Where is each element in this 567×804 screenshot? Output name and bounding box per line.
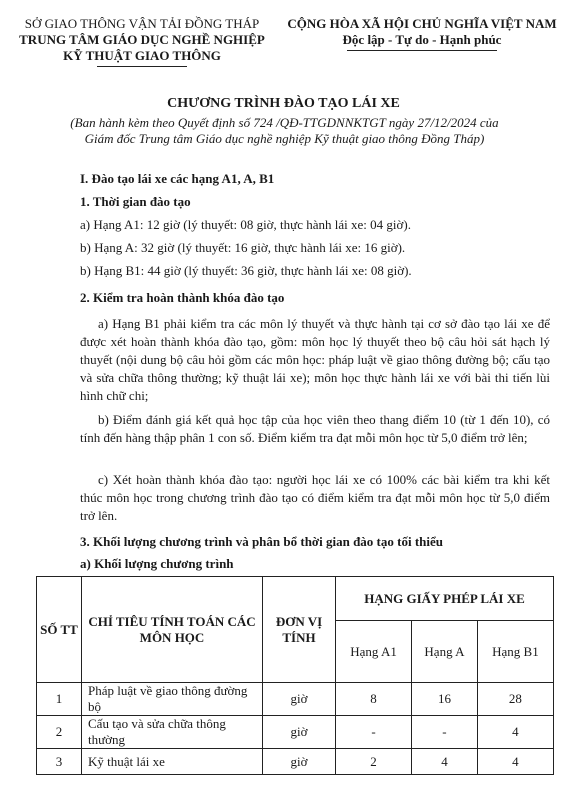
cell-a: 16	[412, 683, 478, 716]
document-title: CHƯƠNG TRÌNH ĐÀO TẠO LÁI XE	[167, 96, 400, 111]
header-right	[284, 16, 560, 51]
col-header-unit: ĐƠN VỊ TÍNH	[263, 577, 336, 683]
cell-a1: -	[336, 716, 412, 749]
table-row	[37, 683, 554, 716]
cell-b1: 28	[477, 683, 553, 716]
document-subtitle	[22, 115, 547, 147]
subheading-program-volume-a: a) Khối lượng chương trình	[80, 556, 234, 571]
country-name: CỘNG HÒA XÃ HỘI CHỦ NGHĨA VIỆT NAM	[287, 16, 557, 31]
program-volume-table	[36, 576, 554, 775]
paragraph-c: c) Xét hoàn thành khóa đào tạo: người học lái xe có 100% các bài kiểm tra khi kết thúc môn học trong chương trình đào tạo có điểm kiểm tra đạt mỗi môn học từ 5,0 điểm trở lên.	[80, 472, 550, 523]
header-left	[8, 16, 276, 67]
cell-b1: 4	[477, 716, 553, 749]
cell-subject: Pháp luật về giao thông đường bộ	[82, 683, 263, 716]
table-row	[37, 749, 554, 775]
cell-a1: 2	[336, 749, 412, 775]
paragraph-b: b) Điểm đánh giá kết quả học tập của học viên theo thang điểm 10 (từ 1 đến 10), có tính đến hàng thập phân 1 con số. Điểm kiểm tra đạt mỗi môn học từ 5,0 điểm trở lên;	[80, 412, 550, 445]
col-header-stt: SỐ TT	[37, 577, 82, 683]
cell-a: -	[412, 716, 478, 749]
col-header-b1: Hạng B1	[477, 621, 553, 683]
cell-subject: Cấu tạo và sửa chữa thông thường	[82, 716, 263, 749]
cell-b1: 4	[477, 749, 553, 775]
national-motto: Độc lập - Tự do - Hạnh phúc	[342, 32, 502, 47]
cell-subject: Kỹ thuật lái xe	[82, 749, 263, 775]
col-header-a: Hạng A	[412, 621, 478, 683]
col-header-license: HẠNG GIẤY PHÉP LÁI XE	[336, 577, 554, 621]
cell-unit: giờ	[263, 683, 336, 716]
subtitle-line-1: (Ban hành kèm theo Quyết định số 724 /QĐ-TTGDNNKTGT ngày 27/12/2024 của	[70, 115, 499, 130]
table-row	[37, 716, 554, 749]
cell-unit: giờ	[263, 749, 336, 775]
cell-stt: 3	[37, 749, 82, 775]
time-item-a1: a) Hạng A1: 12 giờ (lý thuyết: 08 giờ, thực hành lái xe: 04 giờ).	[80, 217, 411, 232]
agency-name: SỞ GIAO THÔNG VẬN TẢI ĐỒNG THÁP	[24, 16, 260, 31]
subheading-program-volume: 3. Khối lượng chương trình và phân bổ thời gian đào tạo tối thiểu	[80, 534, 443, 549]
col-header-a1: Hạng A1	[336, 621, 412, 683]
section-heading-1: I. Đào tạo lái xe các hạng A1, A, B1	[80, 171, 275, 186]
paragraph-a: a) Hạng B1 phải kiểm tra các môn lý thuyết và thực hành tại cơ sở đào tạo lái xe để được xét hoàn thành khóa đào tạo, gồm: môn học lý thuyết theo bộ câu hỏi sát hạch lý thuyết (nội dung bộ câu hỏi gồm các môn học: pháp luật về giao thông đường bộ; cấu tạo và sửa chữa thông thường; kỹ thuật lái xe); môn học thực hành lái xe với bài thi tiến lùi hình chữ chi;	[80, 316, 550, 403]
time-item-b1: b) Hạng B1: 44 giờ (lý thuyết: 36 giờ, thực hành lái xe: 08 giờ).	[80, 263, 412, 278]
header-right-underline	[347, 50, 497, 51]
time-item-a: b) Hạng A: 32 giờ (lý thuyết: 16 giờ, thực hành lái xe: 16 giờ).	[80, 240, 406, 255]
cell-a1: 8	[336, 683, 412, 716]
subtitle-line-2: Giám đốc Trung tâm Giáo dục nghề nghiệp Kỹ thuật giao thông Đồng Tháp)	[84, 131, 485, 146]
org-name-line1: TRUNG TÂM GIÁO DỤC NGHỀ NGHIỆP	[19, 32, 265, 47]
cell-stt: 2	[37, 716, 82, 749]
org-name-line2: KỸ THUẬT GIAO THÔNG	[63, 48, 221, 63]
col-header-subject: CHỈ TIÊU TÍNH TOÁN CÁC MÔN HỌC	[82, 577, 263, 683]
cell-stt: 1	[37, 683, 82, 716]
subheading-completion-test: 2. Kiểm tra hoàn thành khóa đào tạo	[80, 290, 285, 305]
cell-a: 4	[412, 749, 478, 775]
header-left-underline	[97, 66, 187, 67]
cell-unit: giờ	[263, 716, 336, 749]
subheading-training-time: 1. Thời gian đào tạo	[80, 194, 191, 209]
